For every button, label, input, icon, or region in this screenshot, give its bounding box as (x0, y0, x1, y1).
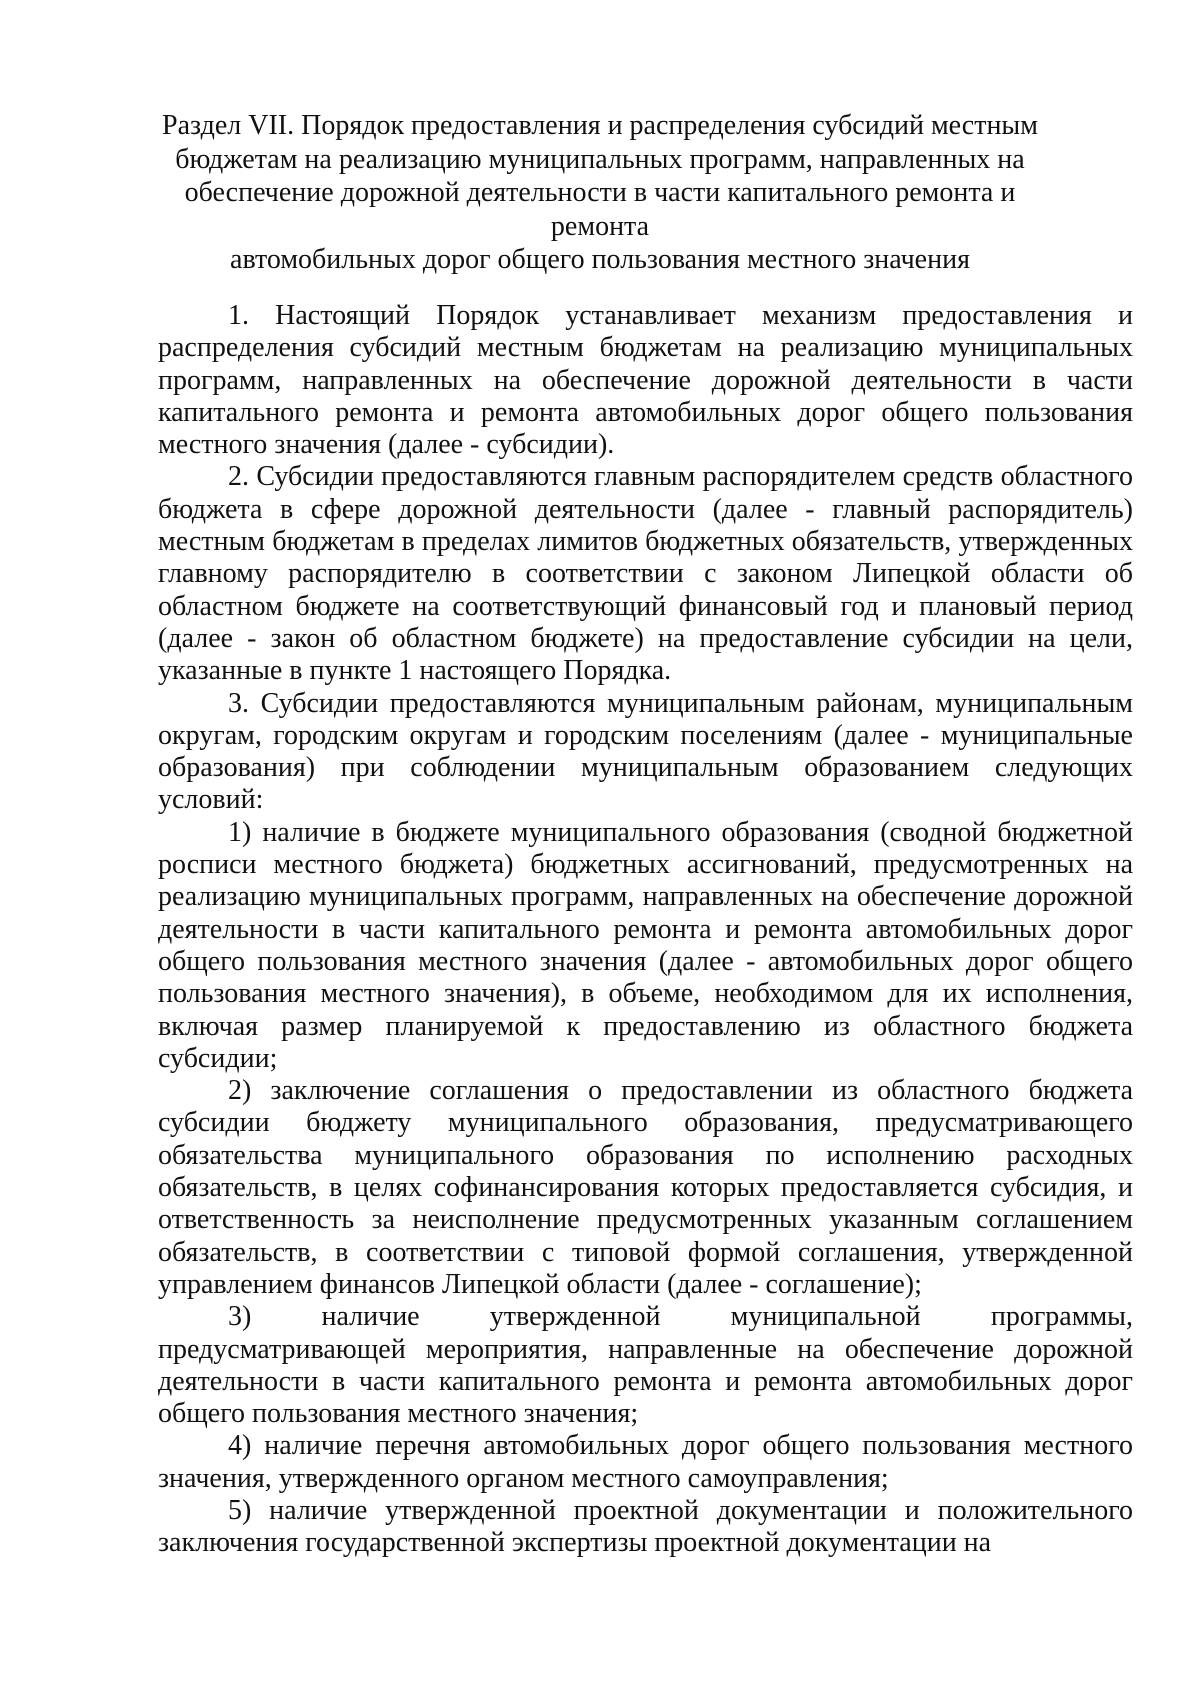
paragraph-condition-1: 1) наличие в бюджете муниципального образования (сводной бюджетной росписи местного бюджета) бюджетных ассигнований, предусмотренных на реализацию муниципальных программ, направленных на обеспечение дорожной деятельности в части капитального ремонта и ремонта автомобильных дорог общего пользования местного значения (далее - автомобильных дорог общего пользования местного значения), в объеме, необходимом для их исполнения, включая размер планируемой к предоставлению из областного бюджета субсидии; (158, 816, 1133, 1074)
heading-line: бюджетам на реализацию муниципальных программ, направленных на (175, 143, 1025, 175)
paragraph-condition-3: 3) наличие утвержденной муниципальной программы, предусматривающей мероприятия, направленные на обеспечение дорожной деятельности в части капитального ремонта и ремонта автомобильных дорог общего пользования местного значения; (158, 1301, 1133, 1430)
paragraph-item-2: 2. Субсидии предоставляются главным распорядителем средств областного бюджета в сфере дорожной деятельности (далее - главный распорядитель) местным бюджетам в пределах лимитов бюджетных обязательств, утвержденных главному распорядителю в соответствии с законом Липецкой области об областном бюджете на соответствующий финансовый год и плановый период (далее - закон об областном бюджете) на предоставление субсидии на цели, указанные в пункте 1 настоящего Порядка. (158, 461, 1133, 687)
paragraph-item-1: 1. Настоящий Порядок устанавливает механизм предоставления и распределения субсидий местным бюджетам на реализацию муниципальных программ, направленных на обеспечение дорожной деятельности в части капитального ремонта и ремонта автомобильных дорог общего пользования местного значения (далее - субсидии). (158, 300, 1133, 461)
paragraph-condition-5: 5) наличие утвержденной проектной документации и положительного заключения государственной экспертизы проектной документации на (158, 1494, 1133, 1559)
paragraph-condition-4: 4) наличие перечня автомобильных дорог общего пользования местного значения, утвержденного органом местного самоуправления; (158, 1430, 1133, 1494)
heading-line: обеспечение дорожной деятельности в части капитального ремонта и ремонта (184, 177, 1016, 242)
document-body (158, 300, 1133, 1560)
heading-line: Раздел VII. Порядок предоставления и распределения субсидий местным (162, 110, 1038, 141)
heading-line: автомобильных дорог общего пользования местного значения (230, 244, 970, 275)
paragraph-condition-2: 2) заключение соглашения о предоставлении из областного бюджета субсидии бюджету муниципального образования, предусматривающего обязательства муниципального образования по исполнению расходных обязательств, в целях софинансирования которых предоставляется субсидия, и ответственность за неисполнение предусмотренных указанным соглашением обязательств, в соответствии с типовой формой соглашения, утвержденной управлением финансов Липецкой области (далее - соглашение); (158, 1075, 1133, 1300)
section-heading (140, 109, 1060, 277)
paragraph-item-3: 3. Субсидии предоставляются муниципальным районам, муниципальным округам, городским округам и городским поселениям (далее - муниципальные образования) при соблюдении муниципальным образованием следующих условий: (158, 687, 1133, 816)
